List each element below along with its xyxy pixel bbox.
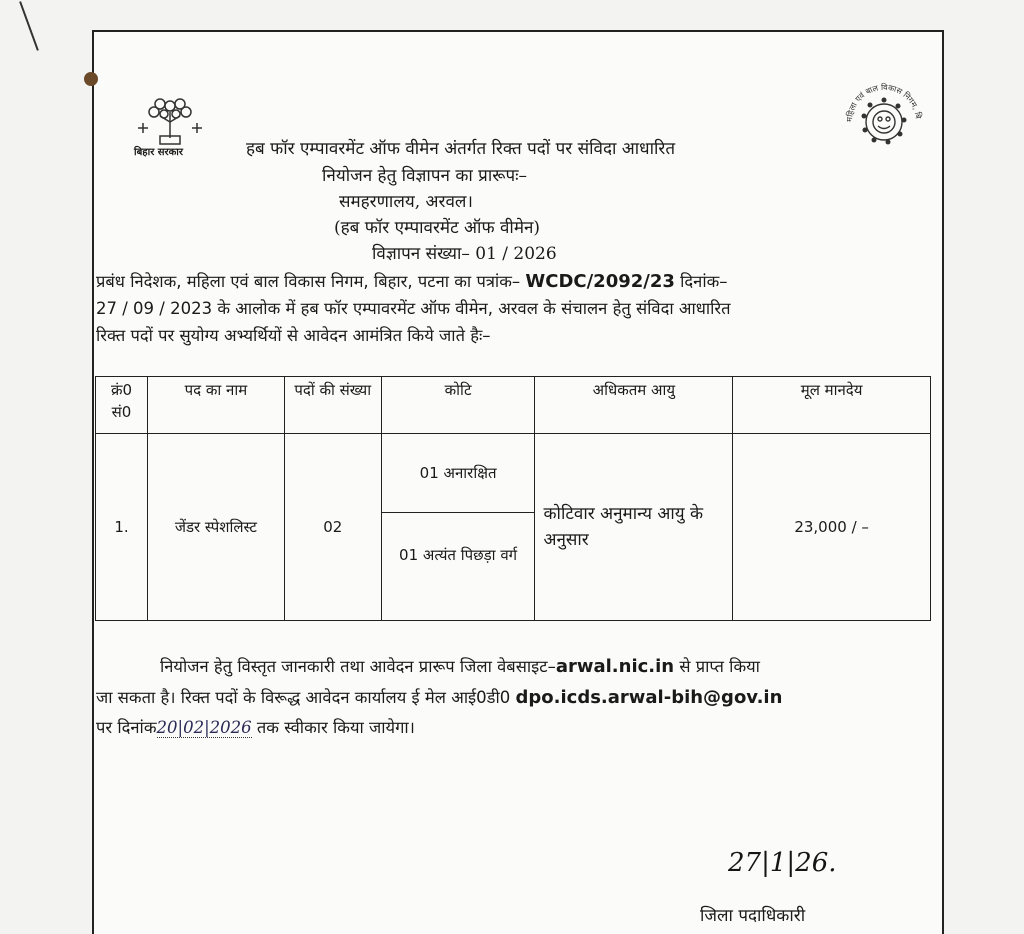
intro-line-1 [96, 268, 932, 295]
footer-text-1: नियोजन हेतु विस्तृत जानकारी तथा आवेदन प्रारूप जिला वेबसाइट– [160, 657, 556, 676]
header-line-2: नियोजन हेतु विज्ञापन का प्रारूपः– [322, 166, 528, 186]
table-row [96, 434, 931, 621]
intro-date-label: दिनांक– [680, 272, 728, 291]
cell-sn: 1. [96, 434, 148, 621]
advertisement-number: विज्ञापन संख्या– 01 / 2026 [372, 244, 557, 264]
signature-mark: 27|1|26. [728, 848, 837, 878]
email-link[interactable]: dpo.icds.arwal-bih@gov.in [515, 687, 783, 708]
category-ebc: 01 अत्यंत पिछड़ा वर्ग [399, 546, 518, 564]
emblem-label: बिहार सरकार [134, 147, 183, 158]
scan-scratch-mark [19, 1, 39, 51]
header-line-3: समहरणालय, अरवल। [339, 192, 473, 212]
header-line-1: हब फॉर एम्पावरमेंट ऑफ वीमेन अंतर्गत रिक्त पदों पर संविदा आधारित [246, 139, 676, 159]
footer-line-2 [96, 684, 932, 711]
header-salary: मूल मानदेय [733, 377, 931, 434]
intro-text-1: प्रबंध निदेशक, महिला एवं बाल विकास निगम, बिहार, पटना का पत्रांक– [96, 272, 521, 291]
table-header-row [96, 377, 931, 434]
footer-line-1 [160, 653, 932, 680]
wcdc-seal-icon [836, 76, 932, 168]
footer-text-3b: तक स्वीकार किया जायेगा। [256, 718, 415, 737]
website-link[interactable]: arwal.nic.in [555, 656, 675, 677]
intro-line-2: 27 / 09 / 2023 के आलोक में हब फॉर एम्पावरमेंट ऑफ वीमेन, अरवल के संचालन हेतु संविदा आधारित [96, 299, 731, 318]
last-date: 20|02|2026 [156, 718, 252, 737]
pin-mark [84, 72, 98, 86]
seal-text: महिला एवं बाल विकास निगम, बि [844, 82, 923, 123]
header-line-4: (हब फॉर एम्पावरमेंट ऑफ वीमेन) [334, 218, 541, 238]
header-category: कोटि [381, 377, 535, 434]
header-post: पद का नाम [147, 377, 284, 434]
intro-line-3: रिक्त पदों पर सुयोग्य अभ्यर्थियों से आवेदन आमंत्रित किये जाते हैः– [96, 326, 491, 345]
footer-text-1b: से प्राप्त किया [679, 657, 760, 676]
cell-age: कोटिवार अनुमान्य आयु के अनुसार [535, 434, 733, 621]
category-unreserved: 01 अनारक्षित [382, 434, 535, 513]
header-count: पदों की संख्या [284, 377, 381, 434]
bihar-emblem-icon [130, 92, 210, 162]
letter-ref: WCDC/2092/23 [525, 271, 675, 292]
footer-text-3a: पर दिनांक [96, 718, 157, 737]
posts-table [95, 376, 931, 621]
cell-category [381, 434, 535, 621]
footer-line-3 [96, 714, 932, 741]
header-age: अधिकतम आयु [535, 377, 733, 434]
svg-text:महिला एवं बाल विकास निगम, बिहा [836, 76, 924, 122]
cell-count: 02 [284, 434, 381, 621]
footer-text-2: जा सकता है। रिक्त पदों के विरूद्ध आवेदन कार्यालय ई मेल आई0डी0 [96, 688, 511, 707]
header-sn: क्रं0 सं0 [96, 377, 148, 434]
cell-post: जेंडर स्पेशलिस्ट [147, 434, 284, 621]
signatory-title: जिला पदाधिकारी [700, 906, 806, 926]
cell-salary: 23,000 / – [733, 434, 931, 621]
